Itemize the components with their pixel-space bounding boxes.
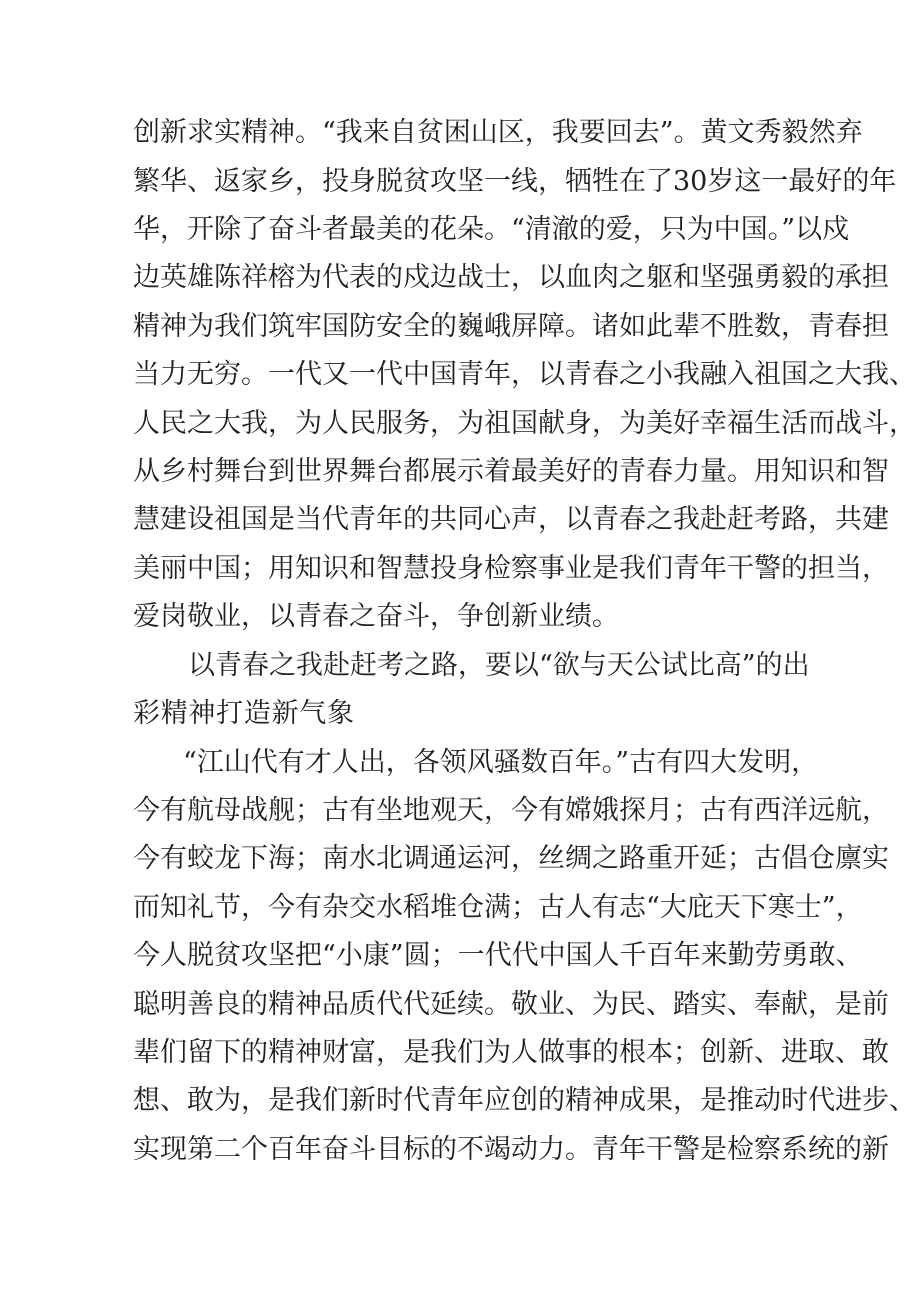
text-line: 华，开除了奋斗者最美的花朵。“清澈的爱，只为中国。”以戍	[133, 214, 850, 245]
text-line: 人民之大我，为人民服务，为祖国献身，为美好幸福生活而战斗，	[133, 408, 916, 439]
text-line: 当力无穷。一代又一代中国青年，以青春之小我融入祖国之大我、	[133, 359, 916, 390]
section-heading-line: 以青春之我赴赶考之路，要以“欲与天公试比高”的出	[188, 650, 810, 681]
text-line: 聪明善良的精神品质代代延续。敬业、为民、踏实、奉献，是前	[133, 989, 889, 1020]
text-line: 创新求实精神。“我来自贫困山区，我要回去”。黄文秀毅然弃	[133, 117, 863, 148]
text-line: 今有蛟龙下海；南水北调通运河，丝绸之路重开延；古倡仓廪实	[133, 843, 889, 874]
text-line: 辈们留下的精神财富，是我们为人做事的根本；创新、进取、敢	[133, 1037, 889, 1068]
text-line: 边英雄陈祥榕为代表的戍边战士，以血肉之躯和坚强勇毅的承担	[133, 262, 889, 293]
text-line: 今人脱贫攻坚把“小康”圆；一代代中国人千百年来勤劳勇敢、	[133, 940, 863, 971]
text-line: 而知礼节，今有杂交水稻堆仓满；古人有志“大庇天下寒士”，	[133, 892, 863, 923]
section-heading-line: 彩精神打造新气象	[133, 698, 354, 729]
text-line: 今有航母战舰；古有坐地观天，今有嫦娥探月；古有西洋远航，	[133, 795, 889, 826]
text-line: 精神为我们筑牢国防安全的巍峨屏障。诸如此辈不胜数，青春担	[133, 311, 889, 342]
text-line: 美丽中国；用知识和智慧投身检察事业是我们青年干警的担当，	[133, 553, 889, 584]
text-line: 慧建设祖国是当代青年的共同心声，以青春之我赴赶考路，共建	[133, 504, 889, 535]
text-line: 爱岗敬业，以青春之奋斗，争创新业绩。	[133, 601, 619, 632]
text-line: 想、敢为，是我们新时代青年应创的精神成果，是推动时代进步、	[133, 1085, 916, 1116]
text-line: 从乡村舞台到世界舞台都展示着最美好的青春力量。用知识和智	[133, 456, 889, 487]
text-line: 实现第二个百年奋斗目标的不竭动力。青年干警是检察系统的新	[133, 1134, 889, 1165]
text-line: “江山代有才人出，各领风骚数百年。”古有四大发明，	[183, 747, 819, 778]
text-line: 繁华、返家乡，投身脱贫攻坚一线，牺牲在了30岁这一最好的年	[133, 166, 897, 197]
